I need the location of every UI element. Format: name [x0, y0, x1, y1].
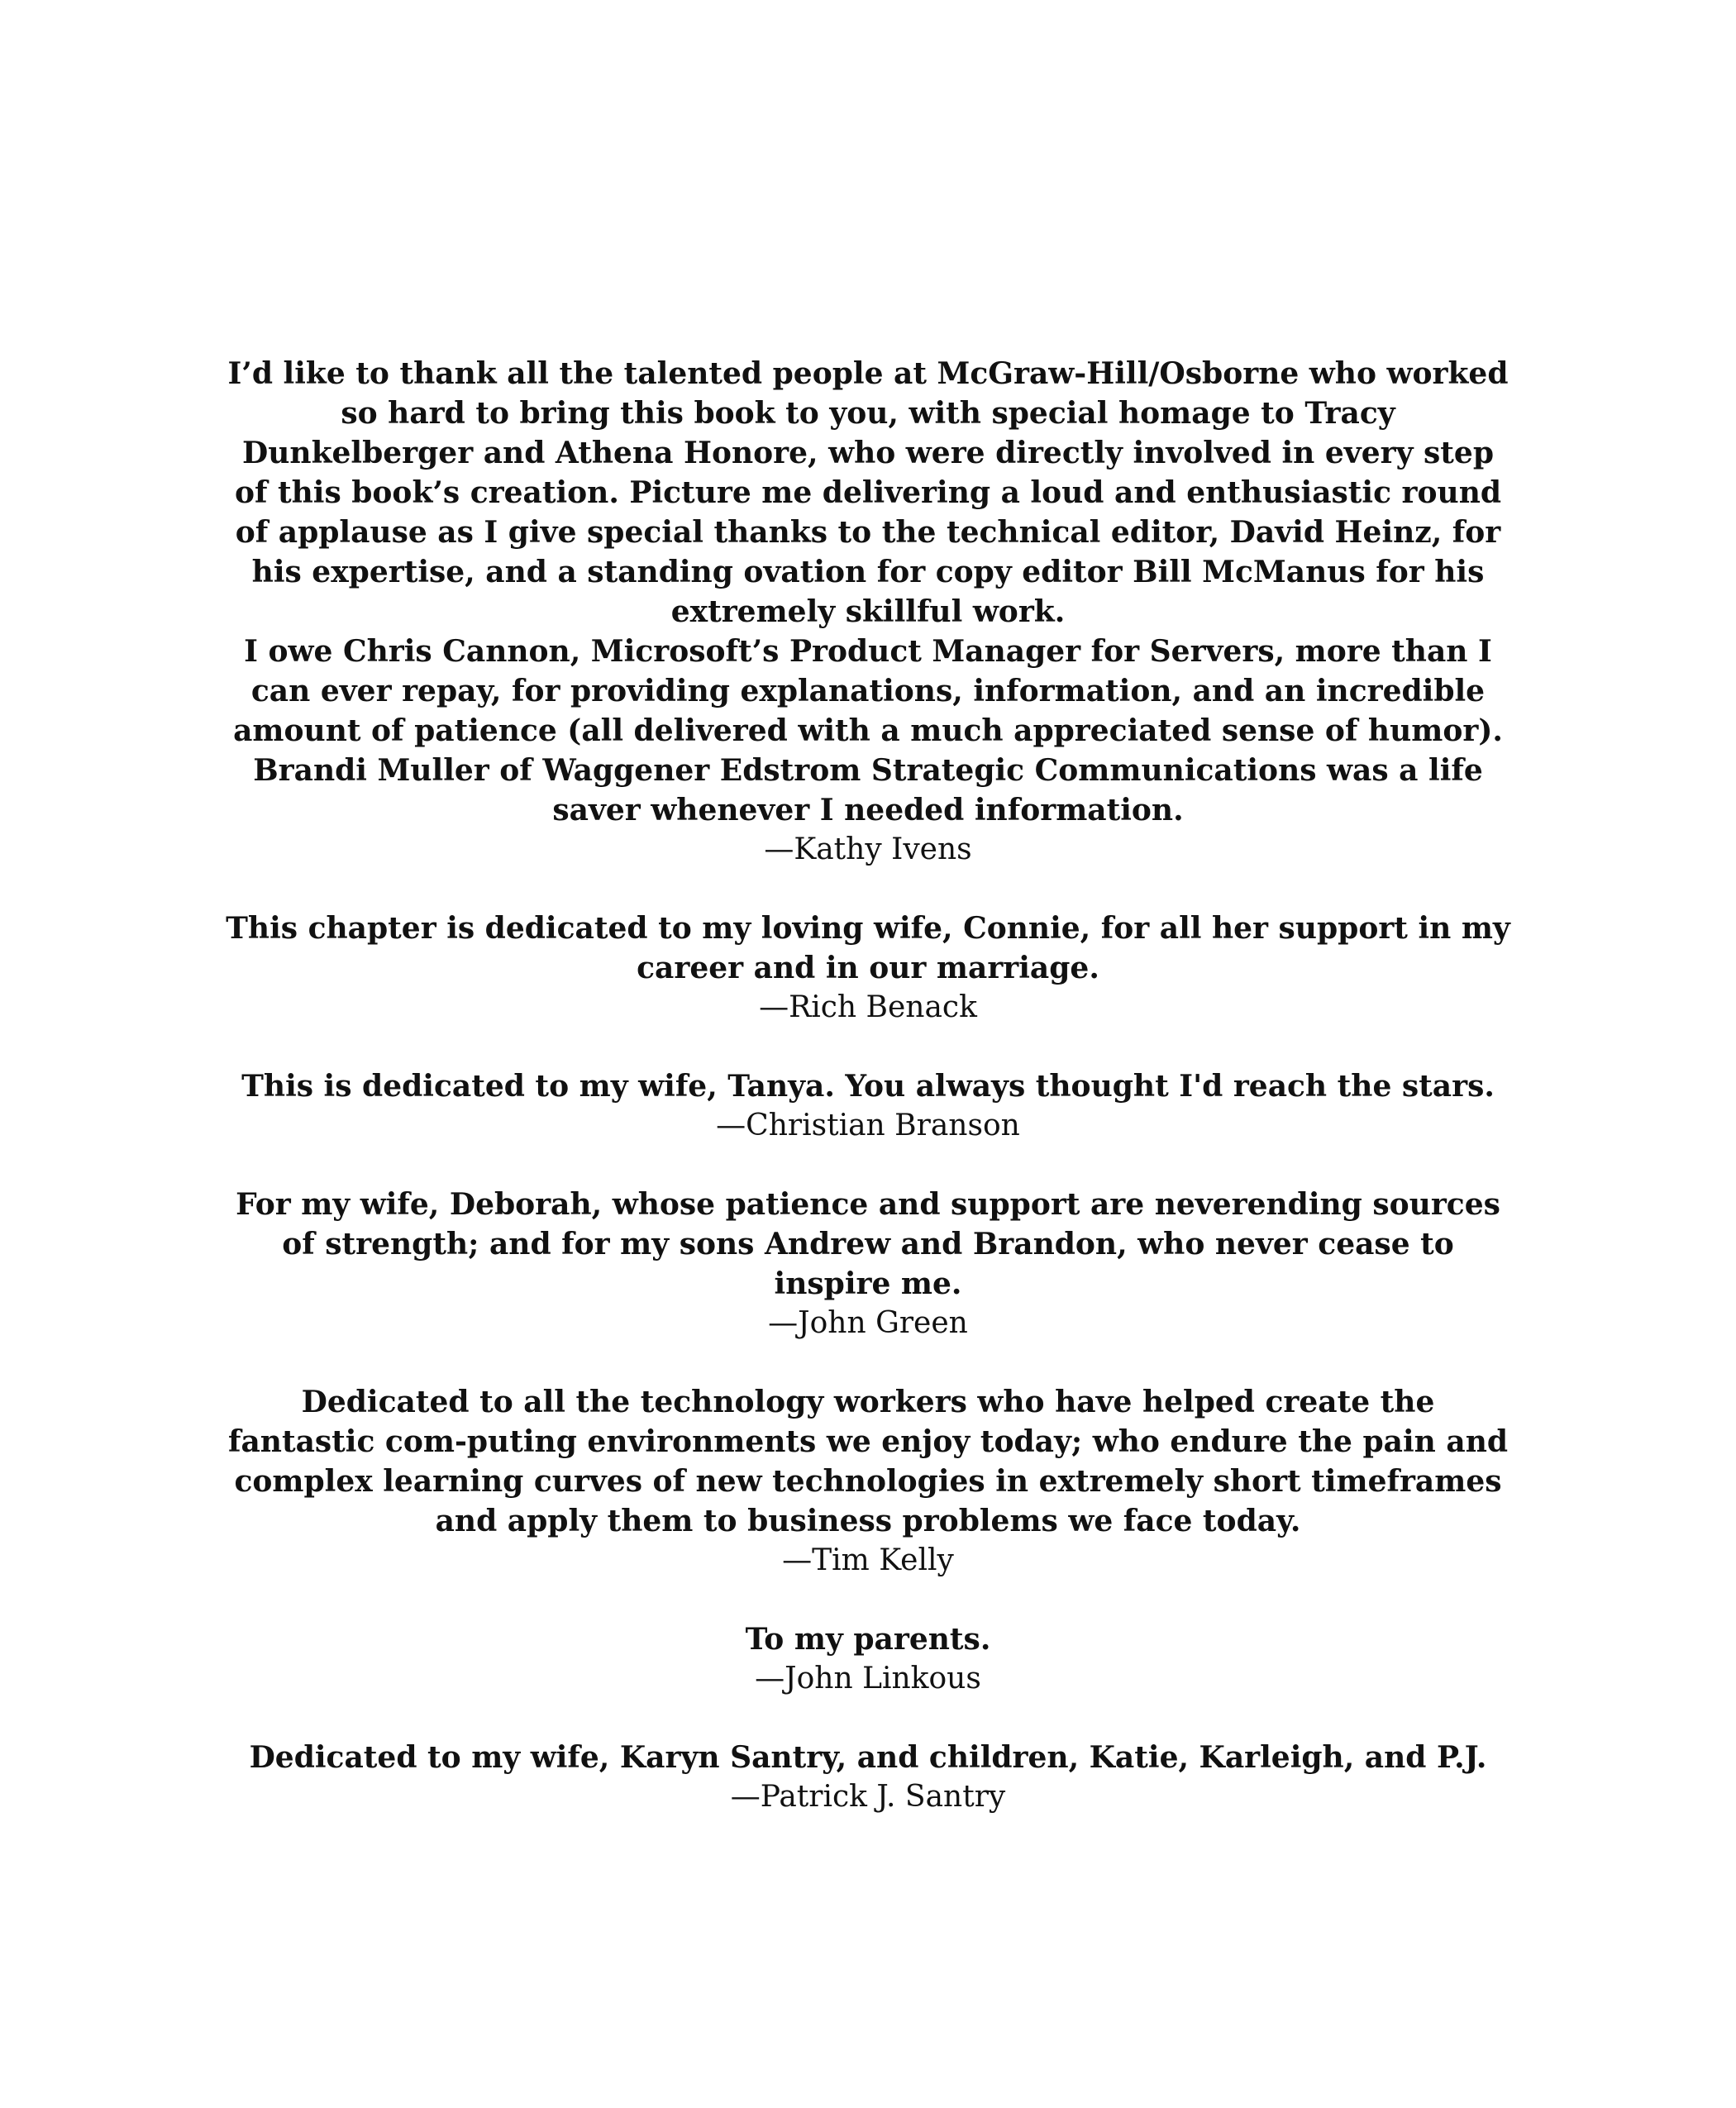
- acknowledgment-paragraph-2: I owe Chris Cannon, Microsoft’s Product Manager for Servers, more than I can ever repay, for providing explanations, information, and an incredible amount of patience (all delivered with a much appreciated sense of humor). Brandi Muller of Waggener Edstrom Strategic Communications was a life saver whenever I needed information.: [233, 634, 1503, 827]
- dedication-block-john-green: [223, 1185, 1513, 1343]
- dedication-signature: —John Green: [768, 1306, 968, 1340]
- dedications-section: [223, 354, 1513, 1856]
- dedication-block-john-linkous: [223, 1619, 1513, 1699]
- dedication-block-christian-branson: [223, 1066, 1513, 1146]
- dedication-block-tim-kelly: [223, 1382, 1513, 1581]
- acknowledgment-paragraph-1: I’d like to thank all the talented people at McGraw-Hill/Osborne who worked so hard to bring this book to you, with special homage to Tracy Dunkelberger and Athena Honore, who were directly involved in every step of this book’s creation. Picture me delivering a loud and enthusiastic round of applause as I give special thanks to the technical editor, David Heinz, for his expertise, and a standing ovation for copy editor Bill McManus for his extremely skillful work.: [227, 356, 1509, 629]
- acknowledgment-signature: —Kathy Ivens: [764, 832, 972, 866]
- dedication-text: For my wife, Deborah, whose patience and support are neverending sources of strength; and for my sons Andrew and Brandon, who never cease to inspire me.: [236, 1187, 1500, 1301]
- dedication-text: Dedicated to all the technology workers who have helped create the fantastic com-puting environments we enjoy today; who endure the pain and complex learning curves of new technologies in extremely short timeframes and apply them to business problems we face today.: [227, 1385, 1509, 1538]
- dedication-signature: —John Linkous: [755, 1662, 981, 1695]
- dedication-signature: —Christian Branson: [716, 1109, 1020, 1142]
- dedication-signature: —Tim Kelly: [782, 1543, 954, 1577]
- dedication-text: Dedicated to my wife, Karyn Santry, and children, Katie, Karleigh, and P.J.: [249, 1740, 1487, 1775]
- dedication-text: To my parents.: [745, 1622, 991, 1657]
- dedication-block-patrick-santry: [223, 1738, 1513, 1817]
- dedication-text: This is dedicated to my wife, Tanya. You always thought I'd reach the stars.: [241, 1069, 1495, 1104]
- dedication-signature: —Patrick J. Santry: [730, 1780, 1006, 1814]
- dedication-signature: —Rich Benack: [759, 990, 977, 1024]
- dedication-text: This chapter is dedicated to my loving wife, Connie, for all her support in my career and in our marriage.: [226, 911, 1510, 985]
- dedication-block-rich-benack: [223, 909, 1513, 1028]
- acknowledgment-block: [223, 354, 1513, 870]
